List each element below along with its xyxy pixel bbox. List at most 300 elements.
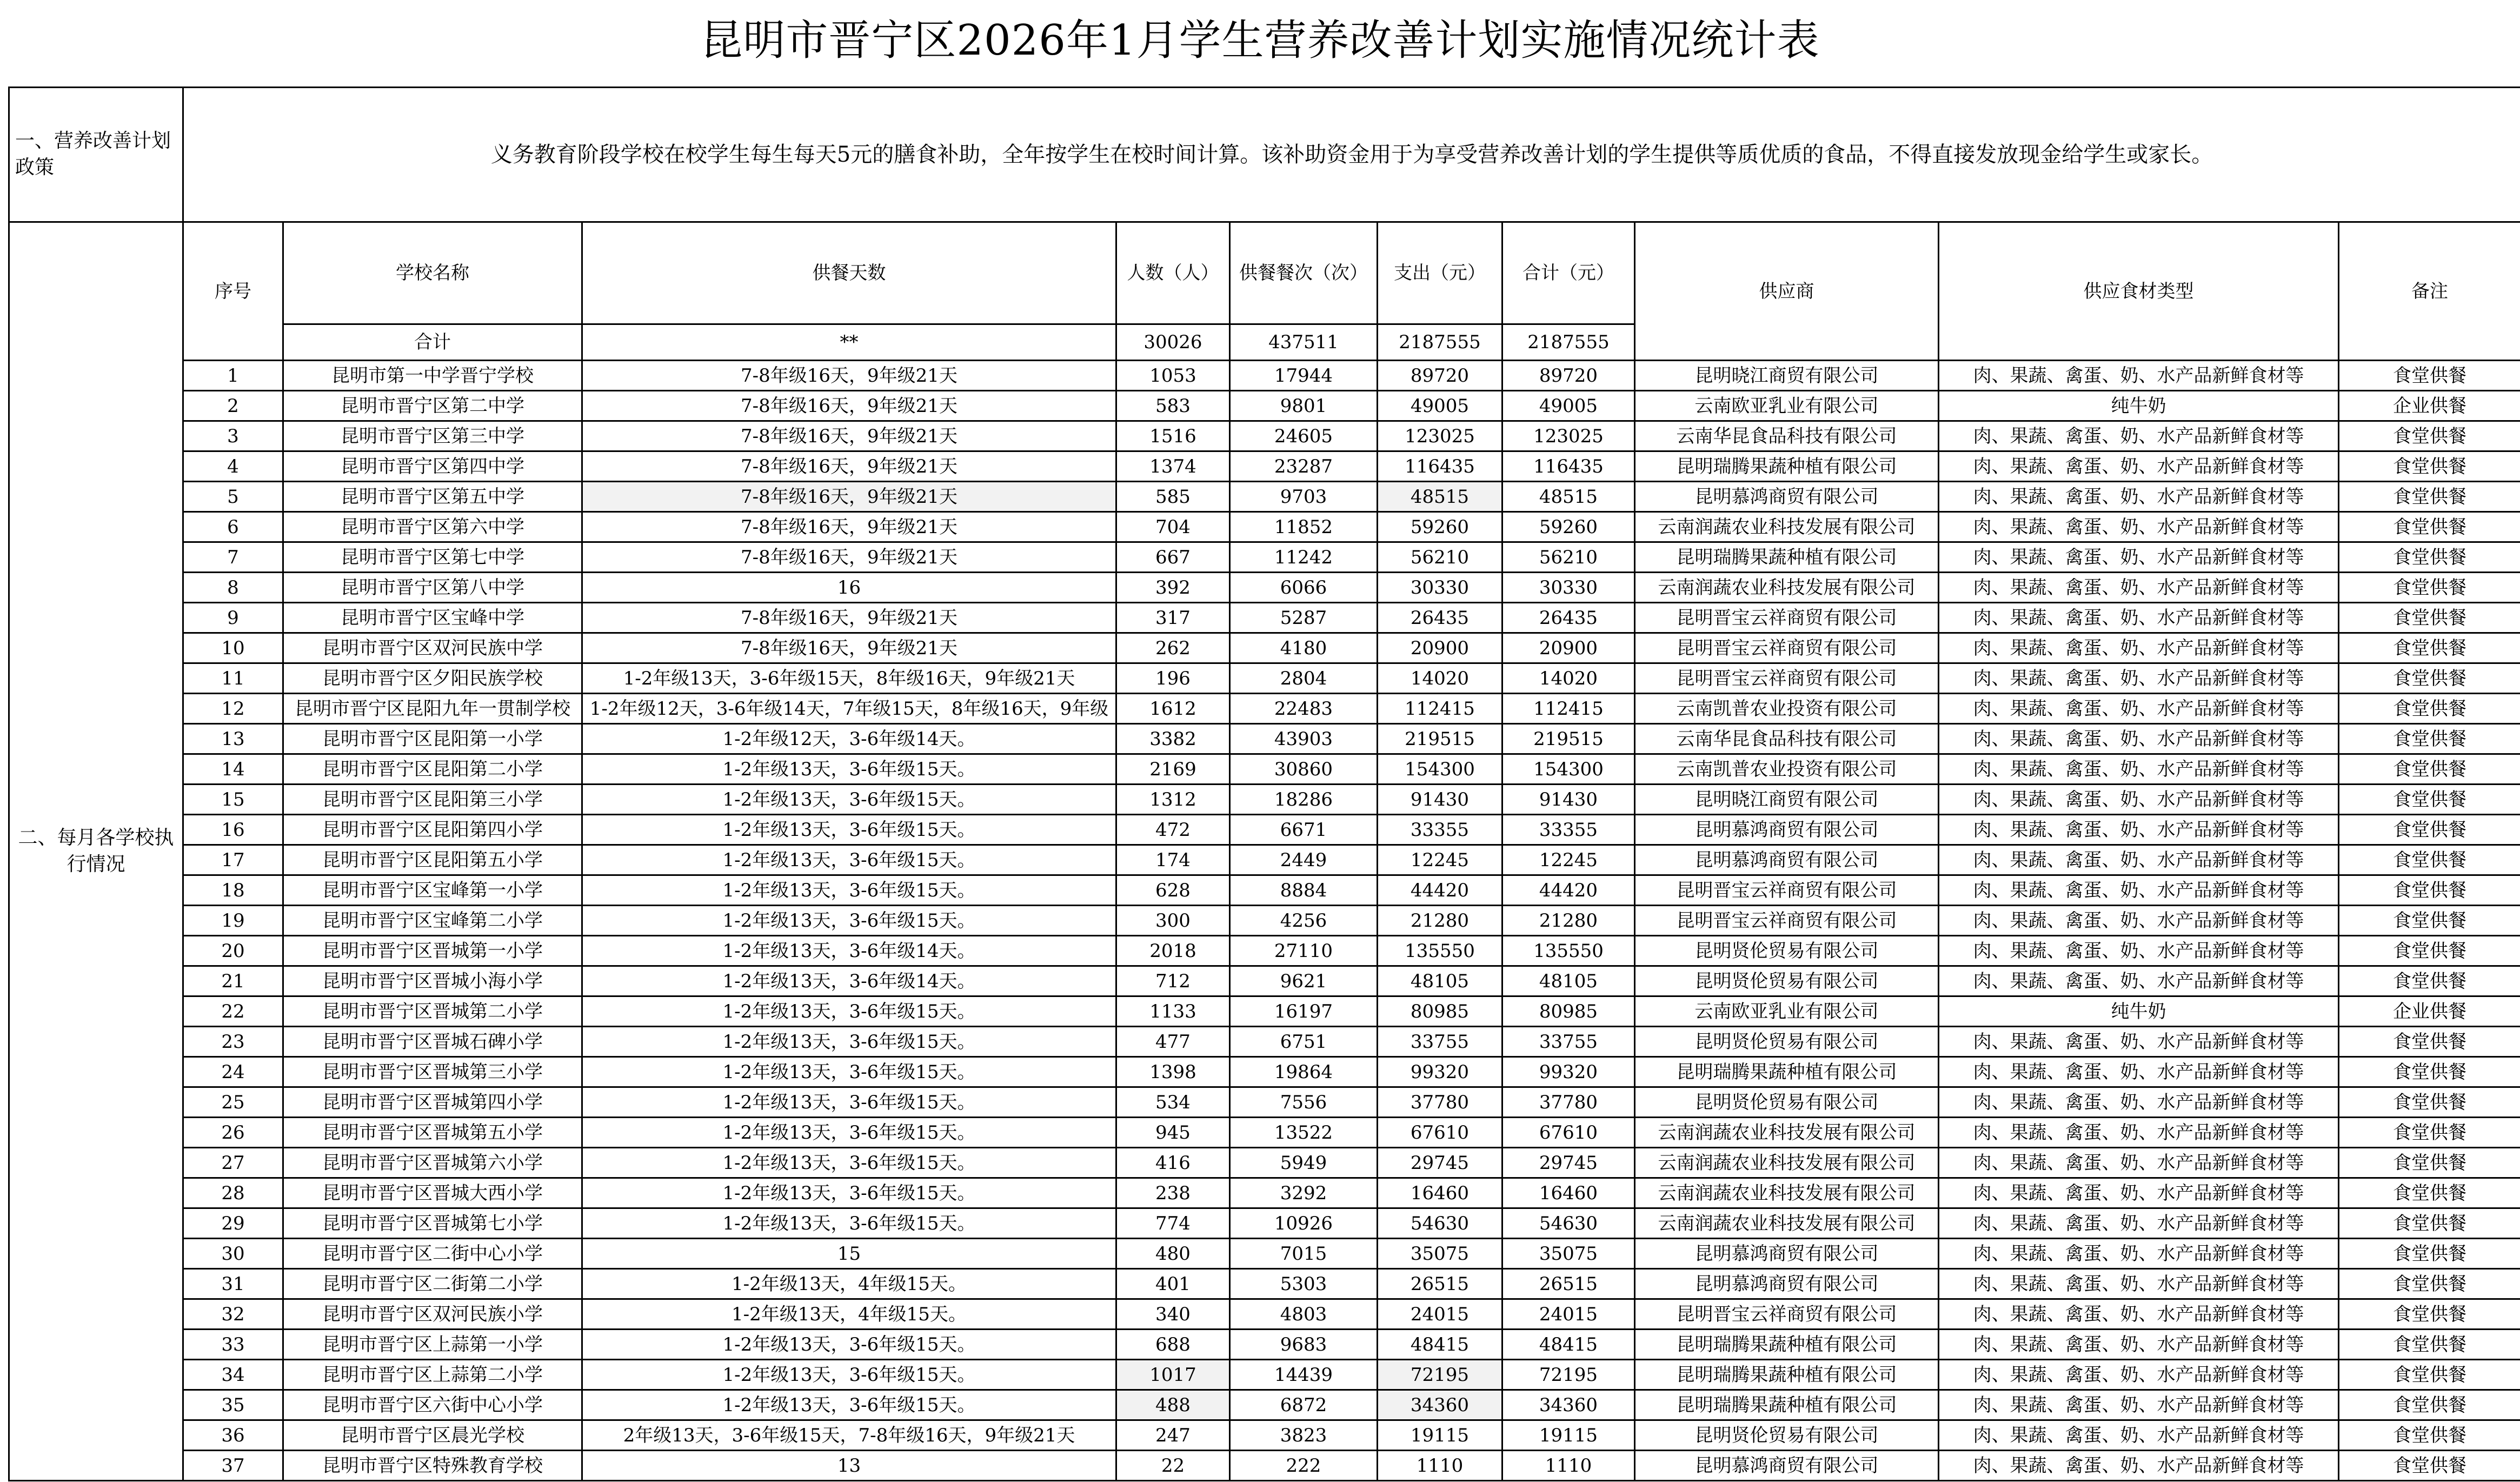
cell-meals: 11242 <box>1230 542 1378 573</box>
header-row <box>9 222 2520 324</box>
cell-total: 89720 <box>1502 361 1635 391</box>
cell-meals: 23287 <box>1230 451 1378 482</box>
cell-seq: 18 <box>183 875 283 906</box>
cell-total: 54630 <box>1502 1208 1635 1239</box>
cell-days: 1-2年级13天，3-6年级15天，8年级16天，9年级21天 <box>582 663 1116 694</box>
cell-seq: 10 <box>183 633 283 663</box>
section2-label: 二、每月各学校执行情况 <box>9 222 183 1481</box>
cell-food: 肉、果蔬、禽蛋、奶、水产品新鲜食材等 <box>1939 966 2339 996</box>
cell-food: 肉、果蔬、禽蛋、奶、水产品新鲜食材等 <box>1939 603 2339 633</box>
table-row <box>9 1178 2520 1208</box>
cell-total: 72195 <box>1502 1360 1635 1390</box>
header-food: 供应食材类型 <box>1939 222 2339 361</box>
cell-people: 945 <box>1116 1118 1230 1148</box>
cell-seq: 24 <box>183 1057 283 1087</box>
cell-supplier: 昆明瑞腾果蔬种植有限公司 <box>1635 542 1939 573</box>
cell-total: 48105 <box>1502 966 1635 996</box>
cell-total: 24015 <box>1502 1299 1635 1330</box>
cell-people: 1374 <box>1116 451 1230 482</box>
cell-supplier: 昆明贤伦贸易有限公司 <box>1635 1087 1939 1118</box>
cell-supplier: 昆明晋宝云祥商贸有限公司 <box>1635 633 1939 663</box>
cell-expense: 48515 <box>1378 482 1502 512</box>
cell-supplier: 昆明晋宝云祥商贸有限公司 <box>1635 663 1939 694</box>
cell-supplier: 昆明贤伦贸易有限公司 <box>1635 1027 1939 1057</box>
cell-expense: 30330 <box>1378 573 1502 603</box>
cell-expense: 89720 <box>1378 361 1502 391</box>
cell-food: 肉、果蔬、禽蛋、奶、水产品新鲜食材等 <box>1939 1208 2339 1239</box>
cell-expense: 1110 <box>1378 1451 1502 1481</box>
table-row <box>9 694 2520 724</box>
cell-total: 33755 <box>1502 1027 1635 1057</box>
cell-total: 48515 <box>1502 482 1635 512</box>
cell-food: 纯牛奶 <box>1939 391 2339 421</box>
cell-seq: 31 <box>183 1269 283 1299</box>
cell-seq: 12 <box>183 694 283 724</box>
cell-people: 2018 <box>1116 936 1230 966</box>
cell-seq: 16 <box>183 815 283 845</box>
header-school: 学校名称 <box>283 222 582 324</box>
cell-meals: 5287 <box>1230 603 1378 633</box>
cell-days: 7-8年级16天，9年级21天 <box>582 361 1116 391</box>
cell-meals: 22483 <box>1230 694 1378 724</box>
cell-seq: 27 <box>183 1148 283 1178</box>
cell-people: 1398 <box>1116 1057 1230 1087</box>
cell-supplier: 云南润蔬农业科技发展有限公司 <box>1635 1208 1939 1239</box>
cell-remark: 食堂供餐 <box>2339 1118 2520 1148</box>
cell-expense: 67610 <box>1378 1118 1502 1148</box>
cell-supplier: 昆明瑞腾果蔬种植有限公司 <box>1635 1057 1939 1087</box>
cell-remark: 食堂供餐 <box>2339 361 2520 391</box>
totals-label: 合计 <box>283 324 582 361</box>
cell-remark: 食堂供餐 <box>2339 754 2520 785</box>
cell-expense: 80985 <box>1378 996 1502 1027</box>
cell-remark: 企业供餐 <box>2339 391 2520 421</box>
cell-food: 肉、果蔬、禽蛋、奶、水产品新鲜食材等 <box>1939 573 2339 603</box>
cell-supplier: 昆明贤伦贸易有限公司 <box>1635 966 1939 996</box>
cell-people: 300 <box>1116 906 1230 936</box>
cell-food: 肉、果蔬、禽蛋、奶、水产品新鲜食材等 <box>1939 1360 2339 1390</box>
cell-meals: 8884 <box>1230 875 1378 906</box>
cell-seq: 26 <box>183 1118 283 1148</box>
cell-meals: 16197 <box>1230 996 1378 1027</box>
cell-people: 247 <box>1116 1420 1230 1451</box>
cell-people: 477 <box>1116 1027 1230 1057</box>
cell-school: 昆明市晋宁区第八中学 <box>283 573 582 603</box>
cell-food: 肉、果蔬、禽蛋、奶、水产品新鲜食材等 <box>1939 1451 2339 1481</box>
cell-remark: 食堂供餐 <box>2339 966 2520 996</box>
cell-days: 7-8年级16天，9年级21天 <box>582 482 1116 512</box>
cell-school: 昆明市晋宁区晋城第七小学 <box>283 1208 582 1239</box>
cell-seq: 36 <box>183 1420 283 1451</box>
table-row <box>9 996 2520 1027</box>
cell-people: 196 <box>1116 663 1230 694</box>
cell-supplier: 昆明瑞腾果蔬种植有限公司 <box>1635 1360 1939 1390</box>
header-expense: 支出（元） <box>1378 222 1502 324</box>
cell-remark: 食堂供餐 <box>2339 633 2520 663</box>
cell-meals: 27110 <box>1230 936 1378 966</box>
cell-school: 昆明市晋宁区晋城小海小学 <box>283 966 582 996</box>
cell-expense: 33355 <box>1378 815 1502 845</box>
cell-days: 7-8年级16天，9年级21天 <box>582 512 1116 542</box>
cell-people: 667 <box>1116 542 1230 573</box>
cell-expense: 21280 <box>1378 906 1502 936</box>
cell-seq: 22 <box>183 996 283 1027</box>
cell-meals: 7556 <box>1230 1087 1378 1118</box>
cell-days: 7-8年级16天，9年级21天 <box>582 603 1116 633</box>
cell-remark: 食堂供餐 <box>2339 875 2520 906</box>
table-row <box>9 1451 2520 1481</box>
cell-supplier: 云南华昆食品科技有限公司 <box>1635 724 1939 754</box>
cell-expense: 26515 <box>1378 1269 1502 1299</box>
cell-remark: 食堂供餐 <box>2339 512 2520 542</box>
cell-supplier: 云南凯普农业投资有限公司 <box>1635 754 1939 785</box>
cell-supplier: 昆明慕鸿商贸有限公司 <box>1635 815 1939 845</box>
cell-expense: 219515 <box>1378 724 1502 754</box>
cell-school: 昆明市晋宁区昆阳第五小学 <box>283 845 582 875</box>
cell-remark: 食堂供餐 <box>2339 1330 2520 1360</box>
cell-food: 肉、果蔬、禽蛋、奶、水产品新鲜食材等 <box>1939 482 2339 512</box>
cell-expense: 44420 <box>1378 875 1502 906</box>
cell-school: 昆明市晋宁区第六中学 <box>283 512 582 542</box>
cell-remark: 食堂供餐 <box>2339 1148 2520 1178</box>
table-row <box>9 1148 2520 1178</box>
cell-school: 昆明市晋宁区双河民族小学 <box>283 1299 582 1330</box>
cell-expense: 112415 <box>1378 694 1502 724</box>
cell-meals: 14439 <box>1230 1360 1378 1390</box>
cell-supplier: 昆明晓江商贸有限公司 <box>1635 785 1939 815</box>
cell-meals: 6671 <box>1230 815 1378 845</box>
cell-remark: 食堂供餐 <box>2339 603 2520 633</box>
cell-seq: 1 <box>183 361 283 391</box>
cell-food: 肉、果蔬、禽蛋、奶、水产品新鲜食材等 <box>1939 542 2339 573</box>
cell-people: 262 <box>1116 633 1230 663</box>
table-row <box>9 482 2520 512</box>
cell-remark: 食堂供餐 <box>2339 906 2520 936</box>
cell-supplier: 昆明慕鸿商贸有限公司 <box>1635 1269 1939 1299</box>
cell-days: 7-8年级16天，9年级21天 <box>582 391 1116 421</box>
cell-expense: 26435 <box>1378 603 1502 633</box>
cell-seq: 11 <box>183 663 283 694</box>
cell-food: 肉、果蔬、禽蛋、奶、水产品新鲜食材等 <box>1939 361 2339 391</box>
cell-people: 3382 <box>1116 724 1230 754</box>
cell-expense: 72195 <box>1378 1360 1502 1390</box>
cell-food: 肉、果蔬、禽蛋、奶、水产品新鲜食材等 <box>1939 1118 2339 1148</box>
cell-meals: 5949 <box>1230 1148 1378 1178</box>
table-row <box>9 1057 2520 1087</box>
cell-expense: 12245 <box>1378 845 1502 875</box>
cell-expense: 19115 <box>1378 1420 1502 1451</box>
cell-people: 534 <box>1116 1087 1230 1118</box>
cell-people: 1053 <box>1116 361 1230 391</box>
cell-school: 昆明市晋宁区宝峰第一小学 <box>283 875 582 906</box>
cell-remark: 食堂供餐 <box>2339 542 2520 573</box>
cell-school: 昆明市晋宁区昆阳九年一贯制学校 <box>283 694 582 724</box>
cell-school: 昆明市晋宁区宝峰中学 <box>283 603 582 633</box>
cell-school: 昆明市晋宁区昆阳第二小学 <box>283 754 582 785</box>
cell-meals: 17944 <box>1230 361 1378 391</box>
cell-seq: 21 <box>183 966 283 996</box>
cell-food: 肉、果蔬、禽蛋、奶、水产品新鲜食材等 <box>1939 1390 2339 1420</box>
cell-seq: 32 <box>183 1299 283 1330</box>
cell-expense: 91430 <box>1378 785 1502 815</box>
cell-school: 昆明市晋宁区上蒜第一小学 <box>283 1330 582 1360</box>
cell-supplier: 云南润蔬农业科技发展有限公司 <box>1635 1178 1939 1208</box>
cell-days: 1-2年级13天，3-6年级15天。 <box>582 996 1116 1027</box>
cell-total: 26435 <box>1502 603 1635 633</box>
cell-school: 昆明市晋宁区六街中心小学 <box>283 1390 582 1420</box>
table-row <box>9 633 2520 663</box>
cell-school: 昆明市晋宁区晋城石碑小学 <box>283 1027 582 1057</box>
table-row <box>9 663 2520 694</box>
cell-expense: 48415 <box>1378 1330 1502 1360</box>
table-row <box>9 966 2520 996</box>
cell-supplier: 昆明晋宝云祥商贸有限公司 <box>1635 603 1939 633</box>
cell-school: 昆明市晋宁区第五中学 <box>283 482 582 512</box>
cell-meals: 13522 <box>1230 1118 1378 1148</box>
cell-seq: 14 <box>183 754 283 785</box>
cell-remark: 食堂供餐 <box>2339 421 2520 451</box>
cell-meals: 24605 <box>1230 421 1378 451</box>
cell-days: 1-2年级13天，3-6年级15天。 <box>582 1027 1116 1057</box>
cell-food: 肉、果蔬、禽蛋、奶、水产品新鲜食材等 <box>1939 451 2339 482</box>
table-row <box>9 1269 2520 1299</box>
cell-expense: 14020 <box>1378 663 1502 694</box>
cell-school: 昆明市晋宁区二街第二小学 <box>283 1269 582 1299</box>
table-row <box>9 1087 2520 1118</box>
cell-total: 116435 <box>1502 451 1635 482</box>
cell-days: 15 <box>582 1239 1116 1269</box>
cell-days: 1-2年级12天，3-6年级14天，7年级15天，8年级16天，9年级 <box>582 694 1116 724</box>
cell-seq: 35 <box>183 1390 283 1420</box>
cell-total: 37780 <box>1502 1087 1635 1118</box>
cell-people: 416 <box>1116 1148 1230 1178</box>
cell-days: 1-2年级13天，3-6年级15天。 <box>582 1330 1116 1360</box>
cell-total: 19115 <box>1502 1420 1635 1451</box>
cell-remark: 食堂供餐 <box>2339 815 2520 845</box>
cell-seq: 29 <box>183 1208 283 1239</box>
cell-expense: 54630 <box>1378 1208 1502 1239</box>
cell-seq: 30 <box>183 1239 283 1269</box>
cell-meals: 7015 <box>1230 1239 1378 1269</box>
cell-expense: 116435 <box>1378 451 1502 482</box>
table-row <box>9 1239 2520 1269</box>
header-meals: 供餐餐次（次） <box>1230 222 1378 324</box>
cell-remark: 食堂供餐 <box>2339 1087 2520 1118</box>
cell-days: 1-2年级13天，3-6年级15天。 <box>582 906 1116 936</box>
cell-meals: 4803 <box>1230 1299 1378 1330</box>
cell-supplier: 昆明瑞腾果蔬种植有限公司 <box>1635 1390 1939 1420</box>
cell-food: 肉、果蔬、禽蛋、奶、水产品新鲜食材等 <box>1939 1330 2339 1360</box>
cell-expense: 123025 <box>1378 421 1502 451</box>
cell-supplier: 昆明晋宝云祥商贸有限公司 <box>1635 906 1939 936</box>
cell-people: 712 <box>1116 966 1230 996</box>
table-row <box>9 936 2520 966</box>
cell-expense: 135550 <box>1378 936 1502 966</box>
table-row <box>9 361 2520 391</box>
cell-total: 12245 <box>1502 845 1635 875</box>
cell-remark: 企业供餐 <box>2339 996 2520 1027</box>
cell-people: 317 <box>1116 603 1230 633</box>
cell-total: 26515 <box>1502 1269 1635 1299</box>
cell-meals: 6751 <box>1230 1027 1378 1057</box>
cell-total: 34360 <box>1502 1390 1635 1420</box>
cell-school: 昆明市晋宁区第七中学 <box>283 542 582 573</box>
cell-remark: 食堂供餐 <box>2339 1239 2520 1269</box>
cell-remark: 食堂供餐 <box>2339 663 2520 694</box>
cell-meals: 2449 <box>1230 845 1378 875</box>
cell-total: 20900 <box>1502 633 1635 663</box>
totals-expense: 2187555 <box>1378 324 1502 361</box>
cell-expense: 37780 <box>1378 1087 1502 1118</box>
cell-seq: 28 <box>183 1178 283 1208</box>
cell-supplier: 云南华昆食品科技有限公司 <box>1635 421 1939 451</box>
cell-seq: 13 <box>183 724 283 754</box>
cell-total: 112415 <box>1502 694 1635 724</box>
cell-school: 昆明市晋宁区二街中心小学 <box>283 1239 582 1269</box>
cell-supplier: 云南润蔬农业科技发展有限公司 <box>1635 1118 1939 1148</box>
cell-days: 1-2年级12天，3-6年级14天。 <box>582 724 1116 754</box>
cell-people: 704 <box>1116 512 1230 542</box>
cell-supplier: 云南润蔬农业科技发展有限公司 <box>1635 512 1939 542</box>
cell-days: 1-2年级13天，3-6年级15天。 <box>582 875 1116 906</box>
cell-days: 1-2年级13天，3-6年级15天。 <box>582 1148 1116 1178</box>
cell-seq: 25 <box>183 1087 283 1118</box>
cell-days: 1-2年级13天，3-6年级15天。 <box>582 1087 1116 1118</box>
cell-remark: 食堂供餐 <box>2339 724 2520 754</box>
cell-seq: 17 <box>183 845 283 875</box>
cell-food: 肉、果蔬、禽蛋、奶、水产品新鲜食材等 <box>1939 845 2339 875</box>
cell-supplier: 云南欧亚乳业有限公司 <box>1635 996 1939 1027</box>
table-row <box>9 603 2520 633</box>
cell-total: 44420 <box>1502 875 1635 906</box>
cell-people: 488 <box>1116 1390 1230 1420</box>
cell-days: 7-8年级16天，9年级21天 <box>582 542 1116 573</box>
cell-food: 肉、果蔬、禽蛋、奶、水产品新鲜食材等 <box>1939 663 2339 694</box>
cell-meals: 9703 <box>1230 482 1378 512</box>
table-row <box>9 875 2520 906</box>
policy-text: 义务教育阶段学校在校学生每生每天5元的膳食补助，全年按学生在校时间计算。该补助资金用于为享受营养改善计划的学生提供等质优质的食品，不得直接发放现金给学生或家长。 <box>183 88 2520 222</box>
cell-total: 56210 <box>1502 542 1635 573</box>
table-row <box>9 512 2520 542</box>
cell-seq: 23 <box>183 1027 283 1057</box>
cell-days: 1-2年级13天，3-6年级15天。 <box>582 754 1116 785</box>
cell-people: 472 <box>1116 815 1230 845</box>
cell-meals: 9801 <box>1230 391 1378 421</box>
cell-remark: 食堂供餐 <box>2339 1360 2520 1390</box>
cell-supplier: 昆明瑞腾果蔬种植有限公司 <box>1635 451 1939 482</box>
table-row <box>9 451 2520 482</box>
cell-food: 肉、果蔬、禽蛋、奶、水产品新鲜食材等 <box>1939 1299 2339 1330</box>
cell-days: 1-2年级13天，3-6年级15天。 <box>582 1118 1116 1148</box>
cell-school: 昆明市晋宁区昆阳第四小学 <box>283 815 582 845</box>
cell-total: 123025 <box>1502 421 1635 451</box>
cell-school: 昆明市晋宁区第二中学 <box>283 391 582 421</box>
cell-total: 35075 <box>1502 1239 1635 1269</box>
cell-days: 1-2年级13天，4年级15天。 <box>582 1299 1116 1330</box>
cell-meals: 2804 <box>1230 663 1378 694</box>
cell-expense: 56210 <box>1378 542 1502 573</box>
cell-days: 1-2年级13天，3-6年级15天。 <box>582 1057 1116 1087</box>
cell-food: 肉、果蔬、禽蛋、奶、水产品新鲜食材等 <box>1939 724 2339 754</box>
cell-seq: 34 <box>183 1360 283 1390</box>
cell-school: 昆明市晋宁区晋城大西小学 <box>283 1178 582 1208</box>
cell-supplier: 昆明慕鸿商贸有限公司 <box>1635 482 1939 512</box>
table-row <box>9 542 2520 573</box>
cell-school: 昆明市晋宁区上蒜第二小学 <box>283 1360 582 1390</box>
cell-people: 628 <box>1116 875 1230 906</box>
cell-expense: 49005 <box>1378 391 1502 421</box>
cell-school: 昆明市晋宁区第四中学 <box>283 451 582 482</box>
table-row <box>9 573 2520 603</box>
cell-food: 肉、果蔬、禽蛋、奶、水产品新鲜食材等 <box>1939 1269 2339 1299</box>
cell-days: 1-2年级13天，4年级15天。 <box>582 1269 1116 1299</box>
cell-people: 1017 <box>1116 1360 1230 1390</box>
cell-people: 585 <box>1116 482 1230 512</box>
table-row <box>9 906 2520 936</box>
cell-food: 肉、果蔬、禽蛋、奶、水产品新鲜食材等 <box>1939 1027 2339 1057</box>
cell-meals: 4256 <box>1230 906 1378 936</box>
cell-meals: 30860 <box>1230 754 1378 785</box>
cell-days: 1-2年级13天，3-6年级14天。 <box>582 936 1116 966</box>
cell-days: 13 <box>582 1451 1116 1481</box>
cell-people: 401 <box>1116 1269 1230 1299</box>
cell-meals: 5303 <box>1230 1269 1378 1299</box>
cell-days: 16 <box>582 573 1116 603</box>
cell-total: 14020 <box>1502 663 1635 694</box>
header-people: 人数（人） <box>1116 222 1230 324</box>
cell-school: 昆明市晋宁区晋城第三小学 <box>283 1057 582 1087</box>
cell-seq: 19 <box>183 906 283 936</box>
cell-meals: 43903 <box>1230 724 1378 754</box>
policy-label: 一、营养改善计划政策 <box>9 88 183 222</box>
cell-supplier: 昆明慕鸿商贸有限公司 <box>1635 845 1939 875</box>
cell-days: 7-8年级16天，9年级21天 <box>582 451 1116 482</box>
cell-total: 91430 <box>1502 785 1635 815</box>
cell-school: 昆明市晋宁区第三中学 <box>283 421 582 451</box>
cell-supplier: 云南润蔬农业科技发展有限公司 <box>1635 1148 1939 1178</box>
cell-school: 昆明市晋宁区晋城第二小学 <box>283 996 582 1027</box>
cell-people: 2169 <box>1116 754 1230 785</box>
cell-meals: 19864 <box>1230 1057 1378 1087</box>
table-row <box>9 754 2520 785</box>
cell-meals: 222 <box>1230 1451 1378 1481</box>
cell-food: 肉、果蔬、禽蛋、奶、水产品新鲜食材等 <box>1939 754 2339 785</box>
cell-meals: 6872 <box>1230 1390 1378 1420</box>
cell-food: 纯牛奶 <box>1939 996 2339 1027</box>
cell-total: 21280 <box>1502 906 1635 936</box>
cell-people: 1133 <box>1116 996 1230 1027</box>
cell-supplier: 昆明晋宝云祥商贸有限公司 <box>1635 875 1939 906</box>
cell-school: 昆明市晋宁区夕阳民族学校 <box>283 663 582 694</box>
cell-total: 33355 <box>1502 815 1635 845</box>
cell-remark: 食堂供餐 <box>2339 1390 2520 1420</box>
cell-seq: 6 <box>183 512 283 542</box>
cell-seq: 5 <box>183 482 283 512</box>
cell-seq: 3 <box>183 421 283 451</box>
cell-expense: 24015 <box>1378 1299 1502 1330</box>
cell-school: 昆明市晋宁区晋城第四小学 <box>283 1087 582 1118</box>
header-supplier: 供应商 <box>1635 222 1939 361</box>
cell-supplier: 昆明晓江商贸有限公司 <box>1635 361 1939 391</box>
cell-food: 肉、果蔬、禽蛋、奶、水产品新鲜食材等 <box>1939 1178 2339 1208</box>
cell-school: 昆明市第一中学晋宁学校 <box>283 361 582 391</box>
cell-meals: 3823 <box>1230 1420 1378 1451</box>
cell-meals: 3292 <box>1230 1178 1378 1208</box>
cell-total: 219515 <box>1502 724 1635 754</box>
table-row <box>9 1208 2520 1239</box>
cell-expense: 154300 <box>1378 754 1502 785</box>
cell-people: 583 <box>1116 391 1230 421</box>
